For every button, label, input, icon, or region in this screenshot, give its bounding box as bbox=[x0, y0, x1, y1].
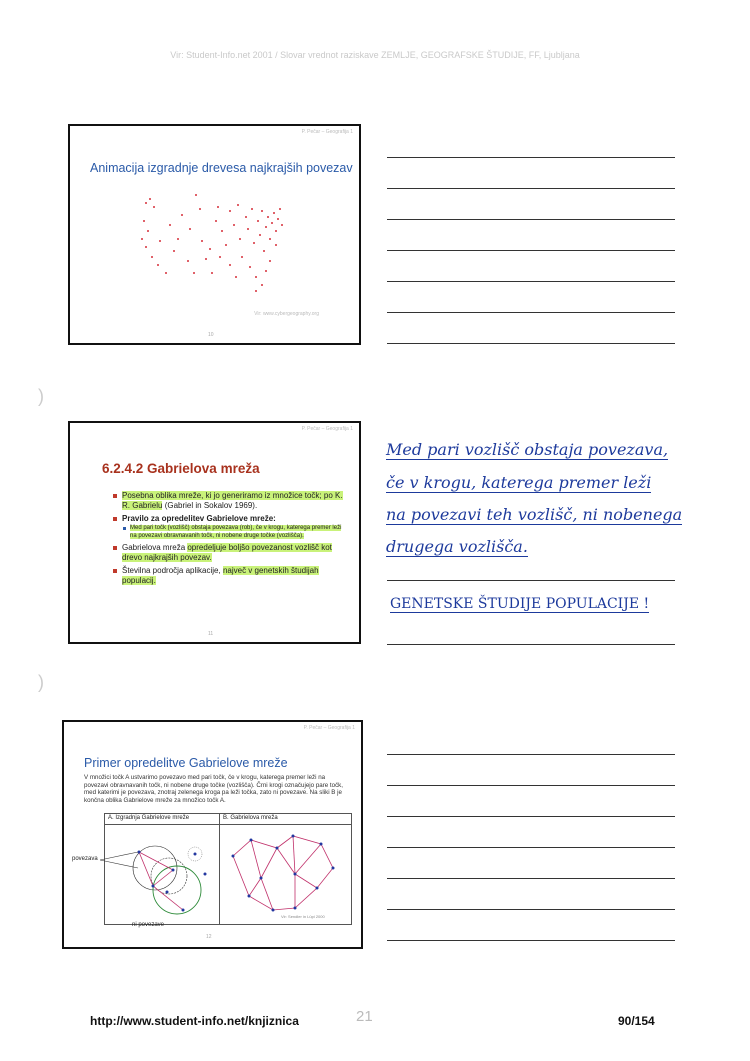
page-header: Vir: Student-Info.net 2001 / Slovar vrednot raziskave ZEMLJE, GEOGRAFSKE ŠTUDIJE, FF, Ljubljana bbox=[170, 50, 580, 60]
sub-bullet-item bbox=[122, 525, 344, 540]
notes-line bbox=[387, 754, 675, 755]
slide-source: Vir: www.cybergeography.org bbox=[254, 311, 319, 317]
notes-line bbox=[387, 644, 675, 645]
notes-line bbox=[387, 785, 675, 786]
margin-mark: ) bbox=[38, 386, 44, 406]
notes-line bbox=[387, 343, 675, 344]
slide-title: Primer opredelitve Gabrielove mreže bbox=[84, 756, 288, 770]
slide-meta: P. Pečar – Geografija 1 bbox=[303, 725, 355, 731]
slide-3 bbox=[62, 720, 363, 949]
bullet-text: Številna področja aplikacije, bbox=[122, 566, 223, 575]
notes-line bbox=[387, 940, 675, 941]
slide-number: 11 bbox=[208, 631, 214, 637]
slide-number: 12 bbox=[206, 934, 212, 940]
bullet-item bbox=[112, 514, 344, 540]
notes-line bbox=[387, 878, 675, 879]
figure-source: Vir: Sendler in Lüpi 2000 bbox=[281, 914, 325, 919]
notes-line bbox=[387, 816, 675, 817]
footer-url[interactable]: http://www.student-info.net/knjiznica bbox=[90, 1014, 299, 1028]
panel-divider bbox=[219, 814, 220, 924]
panel-header-divider bbox=[105, 824, 351, 825]
notes-line bbox=[387, 312, 675, 313]
margin-mark: ) bbox=[38, 672, 44, 692]
footer-page-count: 90/154 bbox=[618, 1014, 655, 1028]
highlighted-text: Posebna oblika mreže, ki jo generiramo iz množice točk; po K. R. Gabrielu bbox=[122, 491, 343, 510]
highlighted-text: opredeljuje boljšo povezanost vozlišč kot drevo najkrajših povezav. bbox=[122, 543, 332, 562]
panel-b-label: B. Gabrielova mreža bbox=[223, 815, 278, 821]
bullet-list bbox=[112, 491, 344, 589]
notes-line bbox=[387, 157, 675, 158]
slide-number: 10 bbox=[208, 332, 214, 338]
point-map bbox=[130, 181, 300, 301]
handwritten-note: drugega vozlišča. bbox=[386, 537, 528, 556]
bullet-item bbox=[112, 566, 344, 586]
highlighted-text: največ v genetskih študijah populacij. bbox=[122, 566, 319, 585]
footer-center-number: 21 bbox=[356, 1008, 373, 1025]
notes-line bbox=[387, 847, 675, 848]
bullet-item bbox=[112, 543, 344, 563]
notes-line bbox=[387, 909, 675, 910]
arrow-povezava bbox=[100, 850, 140, 874]
bullet-text: (Gabriel in Sokalov 1969). bbox=[162, 501, 258, 510]
panel-a-diagram bbox=[105, 826, 219, 922]
label-povezava: povezava bbox=[72, 856, 98, 862]
label-ni-povezave: ni povezave bbox=[132, 922, 165, 928]
slide-text: V množici točk A ustvarimo povezavo med pari točk, če v krogu, katerega premer leži na povezavi obravnavanih točk, ni nobene druge točke (vozlišča). Črni krogi označujejo pare točk, med katerimi je povezava, znotraj zelenega kroga pa leži točka, zato ni povezave. Na sliki B je končna oblika Gabrielove mreže za množico točk A. bbox=[84, 774, 343, 804]
handwritten-note: GENETSKE ŠTUDIJE POPULACIJE ! bbox=[390, 596, 650, 612]
notes-line bbox=[387, 219, 675, 220]
handwritten-note: če v krogu, katerega premer leži bbox=[386, 473, 652, 492]
highlighted-text: Med pari točk (vozlišč) obstaja povezava (rob), če v krogu, katerega premer leži na povezavi obravnavanih točk, ni nobene druge točke (vozlišča). bbox=[130, 525, 342, 539]
notes-line bbox=[387, 250, 675, 251]
slide-meta: P. Pečar – Geografija 1 bbox=[301, 426, 353, 432]
bullet-item bbox=[112, 491, 344, 511]
slide-2 bbox=[68, 421, 361, 644]
bullet-text: Pravilo za opredelitev Gabrielove mreže: bbox=[122, 514, 276, 523]
handwritten-note: Med pari vozlišč obstaja povezava, bbox=[386, 440, 669, 459]
notes-line bbox=[387, 580, 675, 581]
slide-title: Animacija izgradnje drevesa najkrajših povezav bbox=[90, 161, 353, 175]
handwritten-note: na povezavi teh vozlišč, ni nobenega bbox=[386, 505, 683, 524]
panel-a-label: A. Izgradnja Gabrielove mreže bbox=[108, 815, 190, 821]
notes-line bbox=[387, 188, 675, 189]
slide-1 bbox=[68, 124, 361, 345]
bullet-text: Gabrielova mreža bbox=[122, 543, 188, 552]
slide-meta: P. Pečar – Geografija 1 bbox=[301, 129, 353, 135]
notes-line bbox=[387, 281, 675, 282]
slide-title: 6.2.4.2 Gabrielova mreža bbox=[102, 461, 260, 476]
sub-bullet-list bbox=[122, 525, 344, 540]
figure-frame bbox=[104, 813, 352, 925]
panel-b-diagram bbox=[221, 826, 351, 922]
